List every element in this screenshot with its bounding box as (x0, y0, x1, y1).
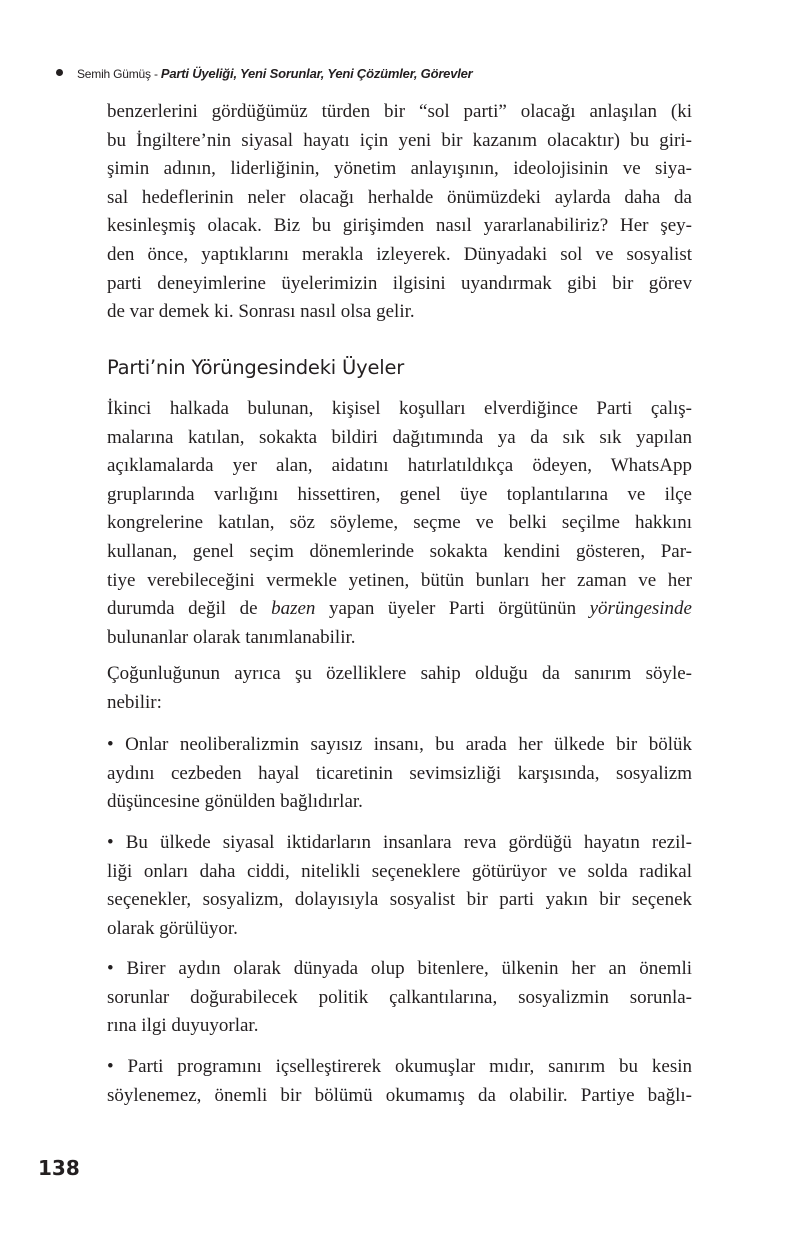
bullet-item-3 (107, 955, 692, 1041)
header-book-title: Parti Üyeliği, Yeni Sorunlar, Yeni Çözümler, Görevler (160, 66, 473, 81)
emphasis-yorungesinde: yörüngesinde (589, 598, 692, 620)
text-line: şimin adının, liderliğinin, yönetim anlayışının, ideolojisinin ve siya- (107, 158, 692, 180)
text-line: rına ilgi duyuyorlar. (107, 1015, 259, 1037)
header-bullet-icon (56, 69, 63, 76)
text-line: kullanan, genel seçim dönemlerinde sokakta kendini gösteren, Par- (107, 540, 692, 562)
text-line: seçenekler, sosyalizm, dolayısıyla sosyalist bir parti yakın bir seçenek (107, 889, 692, 911)
text-line: benzerlerini gördüğümüz türden bir “sol parti” olacağı anlaşılan (ki (107, 101, 692, 122)
text-line: kesinleşmiş olacak. Biz bu girişimden nasıl yararlanabiliriz? Her şey- (107, 215, 692, 237)
text-line: • Bu ülkede siyasal iktidarların insanlara reva gördüğü hayatın rezil- (107, 832, 692, 853)
text-line: söylenemez, önemli bir bölümü okumamış da olabilir. Partiye bağlı- (107, 1084, 692, 1106)
text-line: Çoğunluğunun ayrıca şu özelliklere sahip olduğu da sanırım söyle- (107, 663, 692, 684)
paragraph-orbit-members (107, 395, 692, 652)
bullet-item-4 (107, 1053, 692, 1110)
text-line: aydını cezbeden hayal ticaretinin sevimsizliği karşısında, sosyalizm (107, 762, 692, 784)
text-line-with-emphasis (107, 595, 692, 624)
text-line: gruplarında varlığını hissettiren, genel üye toplantılarına ve ilçe (107, 483, 692, 505)
text-line: nebilir: (107, 691, 162, 713)
text-line: den önce, yaptıklarını merakla izleyerek. Dünyadaki sol ve sosyalist (107, 243, 692, 265)
text-line: parti deneyimlerine üyelerimizin ilgisini uyandırmak gibi bir görev (107, 272, 692, 294)
page-number: 138 (38, 1156, 80, 1180)
text-line: liği onları daha ciddi, nitelikli seçeneklere götürüyor ve solda radikal (107, 860, 692, 882)
text-run: durumda değil de (107, 598, 272, 620)
text-line: • Parti programını içselleştirerek okumuşlar mıdır, sanırım bu kesin (107, 1056, 692, 1077)
text-line: bu İngiltere’nin siyasal hayatı için yeni bir kazanım olacaktır) bu giri- (107, 129, 692, 151)
text-line: olarak görülüyor. (107, 917, 238, 939)
text-line: açıklamalarda yer alan, aidatını hatırlatıldıkça ödeyen, WhatsApp (107, 455, 692, 477)
bullet-item-2 (107, 829, 692, 943)
emphasis-bazen: bazen (271, 598, 316, 620)
text-line: malarına katılan, sokakta bildiri dağıtımında ya da sık sık yapılan (107, 426, 692, 448)
header-separator: - (150, 67, 161, 81)
text-run: yapan üyeler Parti örgütünün (315, 598, 590, 620)
text-line: bulunanlar olarak tanımlanabilir. (107, 626, 356, 648)
paragraph-continued (107, 98, 692, 327)
text-line: tiye verebileceğini vermekle yetinen, bütün bunları her zaman ve her (107, 569, 692, 591)
header-author: Semih Gümüş (77, 67, 151, 81)
text-line: İkinci halkada bulunan, kişisel koşulları elverdiğince Parti çalış- (107, 398, 692, 419)
text-line: de var demek ki. Sonrası nasıl olsa gelir. (107, 301, 415, 323)
text-line: sorunlar doğurabilecek politik çalkantılarına, sosyalizmin sorunla- (107, 986, 692, 1008)
text-line: • Onlar neoliberalizmin sayısız insanı, bu arada her ülkede bir bölük (107, 734, 692, 755)
text-line: kongrelerine katılan, söz söyleme, seçme ve belki seçilme hakkını (107, 512, 692, 534)
text-line: düşüncesine gönülden bağlıdırlar. (107, 791, 363, 813)
paragraph-majority (107, 660, 692, 717)
section-heading: Parti’nin Yörüngesindeki Üyeler (107, 356, 405, 379)
bullet-item-1 (107, 731, 692, 817)
text-line: sal hedeflerinin neler olacağı herhalde önümüzdeki aylarda daha da (107, 186, 692, 208)
running-header (56, 66, 473, 81)
text-line: • Birer aydın olarak dünyada olup bitenlere, ülkenin her an önemli (107, 958, 692, 979)
